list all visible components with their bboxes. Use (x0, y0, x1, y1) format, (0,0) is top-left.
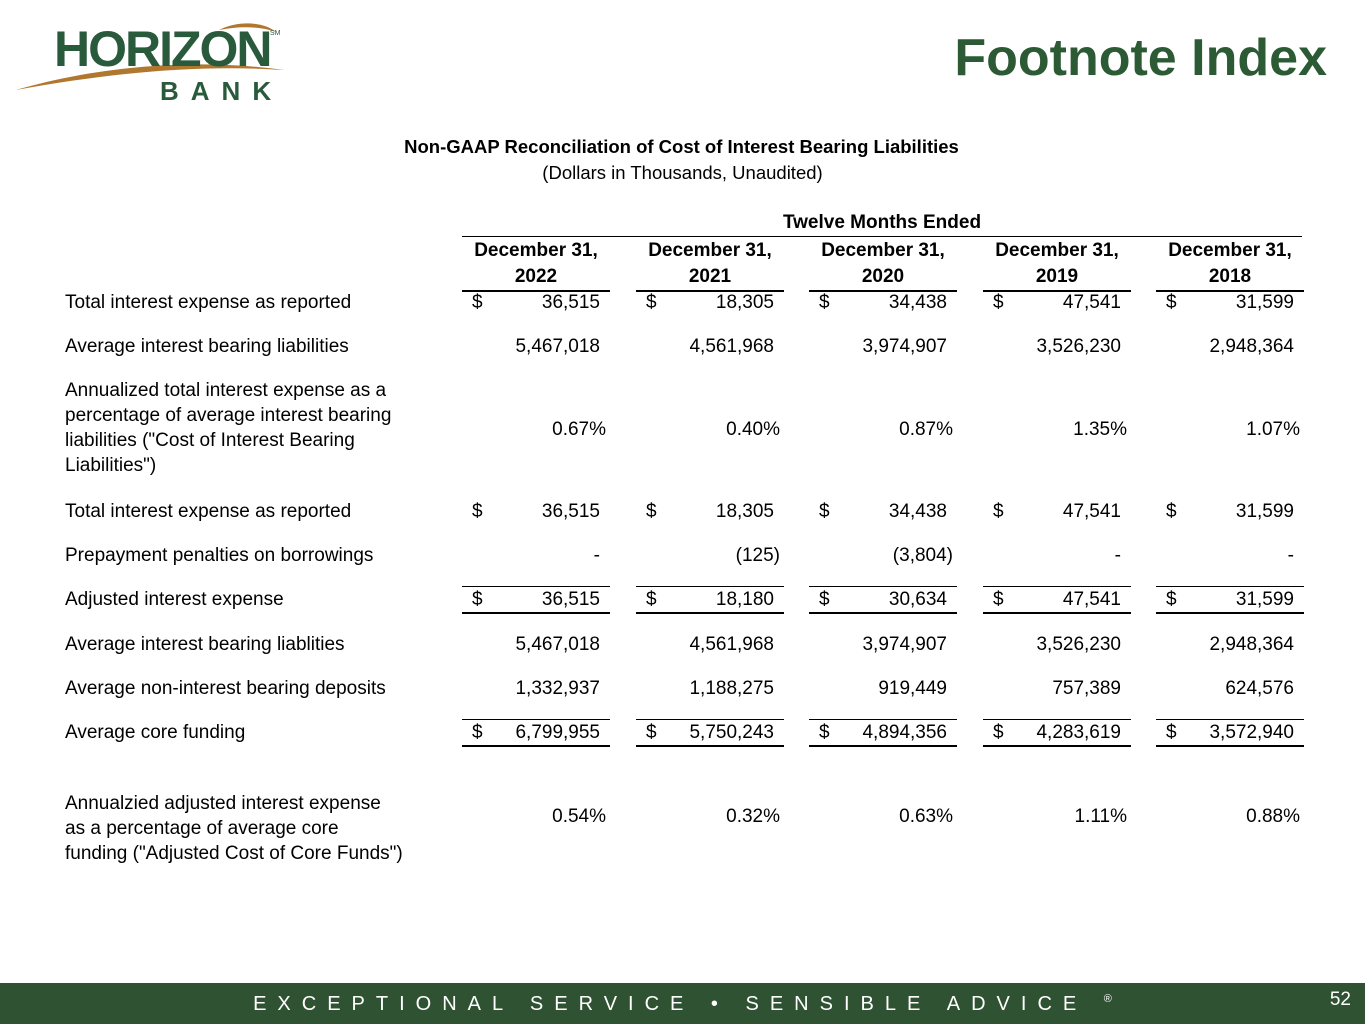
currency-symbol: $ (993, 722, 1004, 743)
cell-value: 36,515 (541, 501, 600, 522)
table-cell (809, 719, 957, 747)
cell-value: 0.67% (552, 419, 606, 440)
cell-value: 4,561,968 (689, 634, 774, 655)
cell-value: 2,948,364 (1209, 634, 1294, 655)
table-cell (809, 804, 957, 829)
table-cell (636, 543, 784, 568)
cell-value: 47,541 (1062, 292, 1121, 313)
cell-value: 3,572,940 (1209, 722, 1294, 743)
column-header (1156, 238, 1304, 292)
column-header-year: 2022 (514, 266, 558, 287)
row-label-line: as a percentage of average core (65, 818, 339, 839)
column-header-year: 2019 (1035, 266, 1079, 287)
table-cell (983, 719, 1131, 747)
column-header-line1: December 31, (821, 240, 945, 261)
cell-value: 3,526,230 (1036, 634, 1121, 655)
cell-value: 47,541 (1062, 501, 1121, 522)
column-header-year: 2021 (688, 266, 732, 287)
cell-value: 18,305 (715, 292, 774, 313)
cell-value: 4,561,968 (689, 336, 774, 357)
table-cell (809, 417, 957, 442)
table-cell (636, 334, 784, 359)
cell-value: 47,541 (1062, 589, 1121, 610)
footer-bar (0, 983, 1365, 1024)
row-label-line: Annualzied adjusted interest expense (65, 793, 381, 814)
currency-symbol: $ (993, 501, 1004, 522)
currency-symbol: $ (646, 589, 657, 610)
cell-value: 1,188,275 (689, 678, 774, 699)
cell-value: 5,467,018 (515, 634, 600, 655)
table-cell (1156, 417, 1304, 442)
currency-symbol: $ (472, 292, 483, 313)
row-label: Total interest expense as reported (65, 501, 352, 522)
row-label-line: Annualized total interest expense as a (65, 380, 387, 401)
currency-symbol: $ (646, 292, 657, 313)
currency-symbol: $ (819, 722, 830, 743)
cell-value: 3,974,907 (862, 634, 947, 655)
row-label-line: funding ("Adjusted Cost of Core Funds") (65, 843, 403, 864)
table-cell (809, 543, 957, 568)
currency-symbol: $ (1166, 722, 1177, 743)
table-cell (1156, 334, 1304, 359)
column-header (636, 238, 784, 292)
cell-value: 2,948,364 (1209, 336, 1294, 357)
logo-wordmark: HORIZON (54, 21, 271, 77)
currency-symbol: $ (646, 722, 657, 743)
cell-value: 31,599 (1235, 501, 1294, 522)
currency-symbol: $ (819, 501, 830, 522)
cell-value: 0.54% (552, 806, 606, 827)
cell-value: 3,526,230 (1036, 336, 1121, 357)
table-cell (983, 586, 1131, 614)
table-cell (983, 676, 1131, 701)
currency-symbol: $ (472, 501, 483, 522)
table-cell (983, 499, 1131, 524)
cell-value: 34,438 (888, 292, 947, 313)
table-cell (809, 290, 957, 315)
table-cell (1156, 543, 1304, 568)
table-cell (809, 586, 957, 614)
table-cell (1156, 804, 1304, 829)
column-header-year: 2018 (1208, 266, 1252, 287)
cell-value: 624,576 (1225, 678, 1294, 699)
cell-value: 36,515 (541, 292, 600, 313)
cell-value: 0.40% (726, 419, 780, 440)
cell-value: 1.07% (1246, 419, 1300, 440)
row-label: Average core funding (65, 722, 246, 743)
table-cell (983, 632, 1131, 657)
cell-value: 5,467,018 (515, 336, 600, 357)
column-header-line1: December 31, (648, 240, 772, 261)
table-cell (983, 543, 1131, 568)
currency-symbol: $ (993, 589, 1004, 610)
currency-symbol: $ (646, 501, 657, 522)
table-cell (1156, 499, 1304, 524)
table-cell (462, 334, 610, 359)
row-label: Average interest bearing liablities (65, 634, 345, 655)
column-header-line1: December 31, (1168, 240, 1292, 261)
cell-value: 1.35% (1073, 419, 1127, 440)
row-label (65, 791, 403, 866)
table-cell (809, 632, 957, 657)
cell-value: 4,283,619 (1036, 722, 1121, 743)
table-cell (636, 290, 784, 315)
cell-value: 0.63% (899, 806, 953, 827)
table-cell (1156, 290, 1304, 315)
table-cell (636, 417, 784, 442)
table-cell (983, 417, 1131, 442)
table-cell (462, 543, 610, 568)
table-cell (462, 417, 610, 442)
table-cell (636, 676, 784, 701)
table-cell (809, 499, 957, 524)
report-title: Non-GAAP Reconciliation of Cost of Interest Bearing Liabilities (404, 136, 959, 157)
row-label: Average non-interest bearing deposits (65, 678, 386, 699)
currency-symbol: $ (819, 292, 830, 313)
table-cell (636, 632, 784, 657)
report-subtitle: (Dollars in Thousands, Unaudited) (542, 162, 823, 183)
row-label: Prepayment penalties on borrowings (65, 545, 374, 566)
cell-value: 31,599 (1235, 292, 1294, 313)
row-label-line: Liabilities") (65, 455, 157, 476)
currency-symbol: $ (472, 722, 483, 743)
table-cell (636, 586, 784, 614)
table-cell (809, 676, 957, 701)
table-cell (462, 719, 610, 747)
page-title: Footnote Index (954, 29, 1327, 87)
cell-value: 1.11% (1074, 806, 1127, 827)
cell-value: - (1114, 545, 1121, 566)
currency-symbol: $ (472, 589, 483, 610)
row-label-line: liabilities ("Cost of Interest Bearing (65, 430, 355, 451)
column-header-line1: December 31, (995, 240, 1119, 261)
table-cell (1156, 719, 1304, 747)
cell-value: - (593, 545, 600, 566)
currency-symbol: $ (1166, 589, 1177, 610)
cell-value: 30,634 (888, 589, 947, 610)
cell-value: 36,515 (541, 589, 600, 610)
table-cell (462, 632, 610, 657)
table-cell (462, 804, 610, 829)
table-cell (462, 290, 610, 315)
column-header (462, 238, 610, 292)
cell-value: 31,599 (1235, 589, 1294, 610)
table-cell (983, 334, 1131, 359)
table-cell (809, 334, 957, 359)
cell-value: 18,180 (715, 589, 774, 610)
cell-value: 0.87% (899, 419, 953, 440)
column-header-year: 2020 (861, 266, 905, 287)
cell-value: - (1287, 545, 1294, 566)
table-cell (636, 719, 784, 747)
page-number: 52 (1329, 989, 1351, 1010)
cell-value: 1,332,937 (515, 678, 600, 699)
table-cell (1156, 632, 1304, 657)
logo-service-mark: SM (270, 30, 281, 37)
row-label: Total interest expense as reported (65, 292, 352, 313)
footer-tagline: EXCEPTIONAL SERVICE • SENSIBLE ADVICE ® (253, 993, 1112, 1015)
currency-symbol: $ (1166, 501, 1177, 522)
currency-symbol: $ (1166, 292, 1177, 313)
table-cell (1156, 586, 1304, 614)
column-header (809, 238, 957, 292)
column-header-line1: December 31, (474, 240, 598, 261)
cell-value: 6,799,955 (515, 722, 600, 743)
cell-value: 0.32% (726, 806, 780, 827)
row-label: Average interest bearing liabilities (65, 336, 349, 357)
cell-value: 3,974,907 (862, 336, 947, 357)
cell-value: 5,750,243 (689, 722, 774, 743)
currency-symbol: $ (819, 589, 830, 610)
cell-value: 919,449 (878, 678, 947, 699)
row-label: Adjusted interest expense (65, 589, 284, 610)
row-label-line: percentage of average interest bearing (65, 405, 392, 426)
logo-bank-text: BANK (160, 76, 284, 106)
cell-value: (125) (735, 545, 780, 566)
cell-value: 0.88% (1246, 806, 1300, 827)
table-cell (462, 676, 610, 701)
table-cell (462, 499, 610, 524)
horizon-bank-logo (14, 18, 294, 108)
table-cell (636, 804, 784, 829)
table-cell (983, 804, 1131, 829)
table-cell (983, 290, 1131, 315)
cell-value: (3,804) (892, 545, 953, 566)
table-cell (462, 586, 610, 614)
cell-value: 757,389 (1052, 678, 1121, 699)
table-cell (636, 499, 784, 524)
row-label (65, 378, 391, 478)
cell-value: 4,894,356 (862, 722, 947, 743)
table-cell (1156, 676, 1304, 701)
period-header: Twelve Months Ended (462, 212, 1302, 237)
cell-value: 18,305 (715, 501, 774, 522)
column-header (983, 238, 1131, 292)
cell-value: 34,438 (888, 501, 947, 522)
currency-symbol: $ (993, 292, 1004, 313)
